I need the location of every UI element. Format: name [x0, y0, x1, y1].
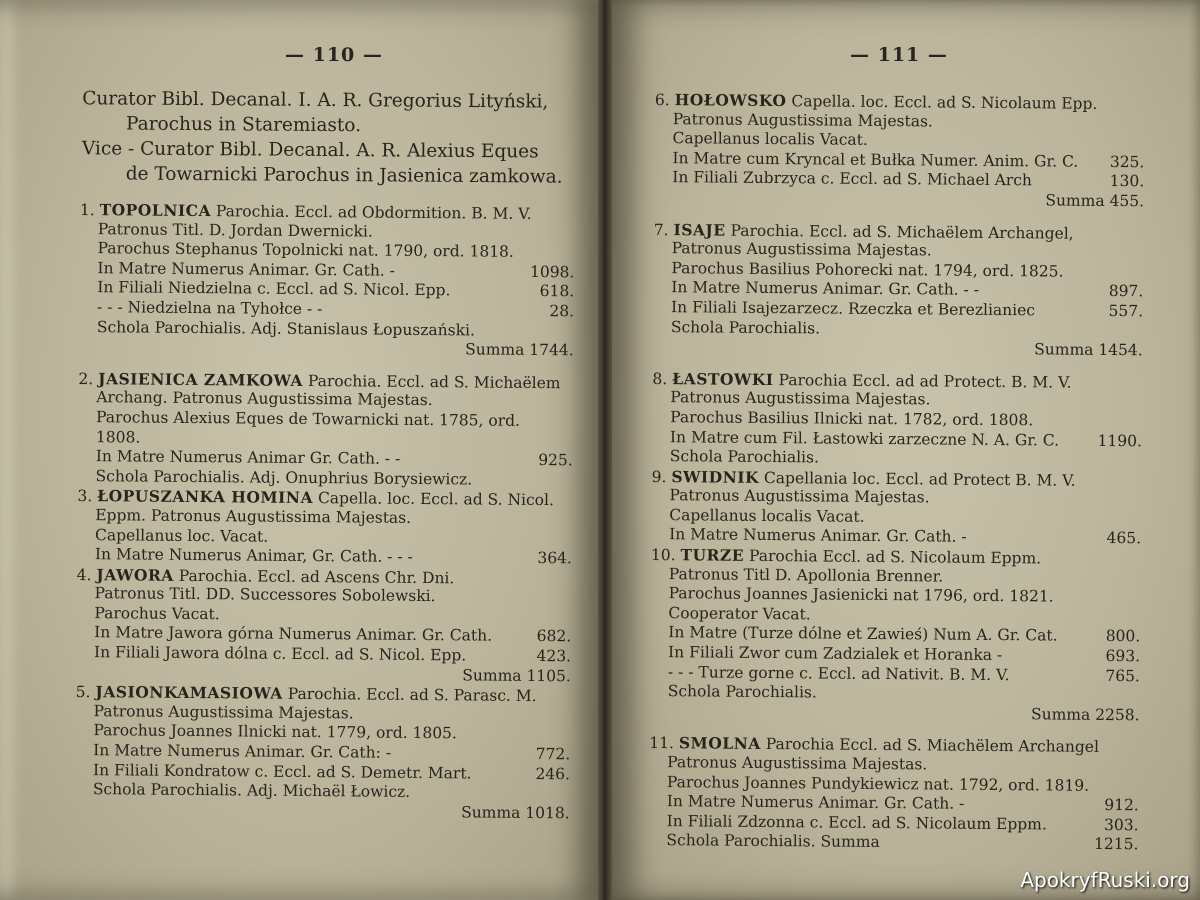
entry-number: 2. [78, 369, 94, 388]
entry-description: Parochia. Eccl. ad Obdormition. B. M. V. [215, 202, 532, 223]
entry-summa: Summa 1018. [461, 803, 570, 823]
entry-line-value: 130. [1109, 172, 1145, 191]
entry-line-value: 772. [535, 745, 571, 764]
entry-line-text: Archang. Patronus Augustissima Majestas. [96, 388, 433, 410]
entry-line-text: In Filiali Zdzonna c. Eccl. ad S. Nicolaum Eppm. [666, 811, 1047, 834]
entry-line-text: Parochus Joannes Ilnicki nat. 1779, ord. 1805. [93, 721, 457, 743]
entry-name: JAWORA [96, 564, 174, 585]
entry-line-value: 1098. [529, 262, 575, 282]
entry-line-value: 693. [1105, 646, 1141, 666]
entry-line-value: 618. [539, 282, 575, 301]
entry-line-value: 364. [537, 549, 572, 568]
entry-line-text: In Matre Numerus Animar. Gr. Cath. - [666, 792, 965, 813]
entry-summa: Summa 2258. [1030, 705, 1140, 725]
entry-line-value: 912. [1104, 796, 1139, 815]
entry-line-value: 800. [1105, 627, 1141, 646]
entry-line-text: Schola Parochialis. Adj. Onuphrius Borysiewicz. [95, 466, 473, 489]
entry-line-text: - - - Niedzielna na Tyhołce - - [96, 298, 323, 319]
entry-number: 9. [651, 467, 667, 486]
entry-line-text: In Matre Numerus Animar. Gr. Cath: - [93, 741, 392, 762]
entry-number: 1. [79, 200, 95, 220]
entry-line-text: Capellanus localis Vacat. [672, 129, 868, 150]
entry-number: 3. [77, 487, 93, 506]
entry-line-text: In Filiali Zubrzyca c. Eccl. ad S. Michael Arch [672, 168, 1032, 190]
right-page-entries [648, 90, 1145, 855]
entry-line-text: Parochus Vacat. [94, 604, 220, 624]
entry-name: SMOLNA [678, 733, 761, 754]
entry-description: Capella. loc. Eccl. ad S. Nicol. [317, 489, 555, 510]
entry-number: 7. [653, 220, 669, 239]
entry-line-text: In Filiali Niedzielna c. Eccl. ad S. Nicol. Epp. [97, 278, 451, 300]
entry-line-text: Eppm. Patronus Augustissima Majestas. [95, 506, 412, 527]
entry-name: TURZE [680, 545, 745, 565]
entry-line-text: Patronus Titl. DD. Successores Sobolewski. [94, 584, 436, 606]
entry-name: ISAJE [673, 219, 726, 240]
entry-name: JASIONKAMASIOWA [95, 682, 283, 704]
entry-description: Parochia Eccl. ad ad Protect. B. M. V. [778, 370, 1072, 392]
entry-line-text: In Filiali Zwor cum Zadzialek et Horanka - [668, 643, 1003, 665]
entry-line-text: Capellanus localis Vacat. [669, 506, 865, 526]
entry-number: 8. [652, 369, 668, 388]
entry-description: Parochia Eccl. ad S. Miachëlem Archangel [765, 735, 1100, 757]
entry-line-text: Schola Parochialis. Summa [666, 831, 880, 852]
entry-line-text: Schola Parochialis. Adj. Michaël Łowicz. [92, 780, 411, 802]
entry-line-text: Patronus Titl D. Apollonia Brenner. [668, 564, 944, 586]
curator-header [82, 86, 583, 189]
entry-line-text: In Filiali Kondratow c. Eccl. ad S. Demetr. Mart. [92, 760, 472, 783]
entry-line-text: Patronus Augustissima Majestas. [667, 753, 928, 774]
header-line: Parochus in Staremiasto. [126, 113, 362, 137]
entry-description: Parochia. Eccl. ad S. Parasc. M. [287, 685, 537, 706]
entry-line-text: In Matre Numerus Animar. Gr. Cath. - [97, 258, 396, 280]
entry-summa: Summa 1105. [462, 666, 571, 685]
entry-line-text: Patronus Augustissima Majestas. [670, 388, 931, 409]
watermark: ApokryfRuski.org [1020, 868, 1190, 892]
entry-summa: Summa 1454. [1034, 340, 1143, 360]
entry-line-value: 1190. [1097, 431, 1143, 450]
entry-description: Capellania loc. Eccl. ad Protect B. M. V. [763, 468, 1076, 490]
entry-line-text: In Matre Numerus Animar. Gr. Cath. - - [671, 278, 980, 300]
entry-line-text: Schola Parochialis. [669, 447, 820, 467]
entry-line-value: 1215. [1093, 835, 1139, 854]
left-page-entries [75, 200, 575, 824]
header-line: de Towarnicki Parochus in Jasienica zamkowa. [125, 163, 563, 188]
entry-line-value: 28. [549, 302, 575, 321]
entry-line-text: Parochus Basilius Pohorecki nat. 1794, ord. 1825. [671, 258, 1064, 281]
entry-description: Parochia Eccl. ad S. Nicolaum Eppm. [748, 546, 1042, 568]
entry-line-text: Parochus Alexius Eques de Towarnicki nat. 1785, ord. [96, 408, 521, 430]
entry-line-value: 682. [536, 627, 572, 646]
entry-line-text: 1808. [95, 427, 141, 447]
entry-line-text: Schola Parochialis. [667, 682, 817, 702]
entry-line-text: In Matre (Turze dólne et Zawieś) Num A. Gr. Cat. [668, 623, 1058, 645]
entry-number: 6. [654, 90, 670, 110]
entry-summa: Summa 455. [1045, 191, 1145, 211]
entry-line-text: Patronus Augustissima Majestas. [672, 109, 933, 131]
entry-line-value: 465. [1106, 529, 1142, 548]
entry-line-value: 925. [538, 451, 573, 470]
header-line: Curator Bibl. Decanal. I. A. R. Gregorius Lityński, [82, 88, 549, 113]
entry-line-text: Schola Parochialis. [670, 317, 821, 337]
entry-number: 11. [649, 734, 675, 753]
entry-line-value: 765. [1105, 666, 1140, 685]
entry-line-text: In Matre Numerus Animar Gr. Cath. - - [95, 447, 401, 468]
entry-line-text: Cooperator Vacat. [668, 603, 811, 624]
entry-line-text: Schola Parochialis. Adj. Stanislaus Łopuszański. [96, 317, 476, 340]
entry-line-text: Patronus Augustissima Majestas. [669, 486, 930, 507]
entry-line-value: 557. [1108, 301, 1144, 321]
entry-description: Capella. loc. Eccl. ad S. Nicolaum Epp. [791, 92, 1098, 113]
entry-line-text: In Filiali Jawora dólna c. Eccl. ad S. Nicol. Epp. [93, 643, 467, 665]
header-line: Vice - Curator Bibl. Decanal. A. R. Alexius Eques [81, 138, 539, 163]
entry-line-text: Parochus Stephanus Topolnicki nat. 1790, ord. 1818. [97, 239, 514, 261]
entry-line-text: In Matre Jawora górna Numerus Animar. Gr. Cath. [94, 623, 493, 646]
entry-line-text: In Matre cum Fil. Łastowki zarzeczne N. A. Gr. C. [669, 427, 1060, 450]
page-number-left: — 110 — [285, 44, 383, 66]
book-gutter [598, 0, 612, 900]
entry-description: Parochia. Eccl. ad S. Michaëlem Archangel, [730, 221, 1074, 243]
entry-line-text: Capellanus loc. Vacat. [95, 525, 269, 546]
entry-name: SWIDNIK [671, 466, 760, 487]
entry-name: TOPOLNICA [99, 200, 212, 221]
entry-line-text: - - - Turze gorne c. Eccl. ad Nativit. B. M. V. [667, 662, 1010, 684]
entry-line-text: In Filiali Isajezarzecz. Rzeczka et Berezlianiec [671, 298, 1036, 320]
entry-name: JASIENICA ZAMKOWA [98, 368, 304, 390]
entry-line-value: 423. [536, 647, 572, 666]
entry-line-text: In Matre Numerus Animar, Gr. Cath. - - - [94, 545, 413, 567]
page-number-right: — 111 — [850, 44, 948, 66]
entry-line-text: Patronus Titl. D. Jordan Dwernicki. [97, 219, 373, 241]
entry-line-text: Parochus Basilius Ilnicki nat. 1782, ord. 1808. [670, 408, 1034, 430]
entry-name: HOŁOWSKO [674, 90, 787, 111]
entry-name: ŁOPUSZANKA HOMINA [97, 486, 314, 508]
entry-summa: Summa 1744. [465, 340, 574, 360]
entry-line-text: In Matre Numerus Animar. Gr. Cath. - [669, 525, 967, 547]
entry-name: ŁASTOWKI [672, 368, 774, 389]
entry-line-text: Parochus Joannes Pundykiewicz nat. 1792, ord. 1819. [666, 772, 1090, 795]
entry-line-value: 303. [1104, 815, 1139, 835]
entry-line-value: 246. [535, 764, 571, 783]
entry-line-text: Patronus Augustissima Majestas. [93, 701, 354, 723]
entry-description: Parochia. Eccl. ad Ascens Chr. Dni. [178, 566, 455, 587]
entry-line-text: In Matre cum Kryncal et Bułka Numer. Anim. Gr. C. [672, 148, 1079, 171]
entry-number: 5. [75, 683, 91, 702]
entry-line-text: Parochus Joannes Jasienicki nat 1796, ord. 1821. [668, 584, 1054, 606]
entry-number: 10. [650, 546, 676, 565]
entry-line-value: 897. [1108, 282, 1144, 301]
entry-description: Parochia. Eccl. ad S. Michaëlem [307, 371, 561, 392]
entry-number: 4. [76, 565, 92, 584]
entry-line-text: Patronus Augustissima Majestas. [671, 239, 932, 260]
entry-line-value: 325. [1109, 152, 1145, 172]
